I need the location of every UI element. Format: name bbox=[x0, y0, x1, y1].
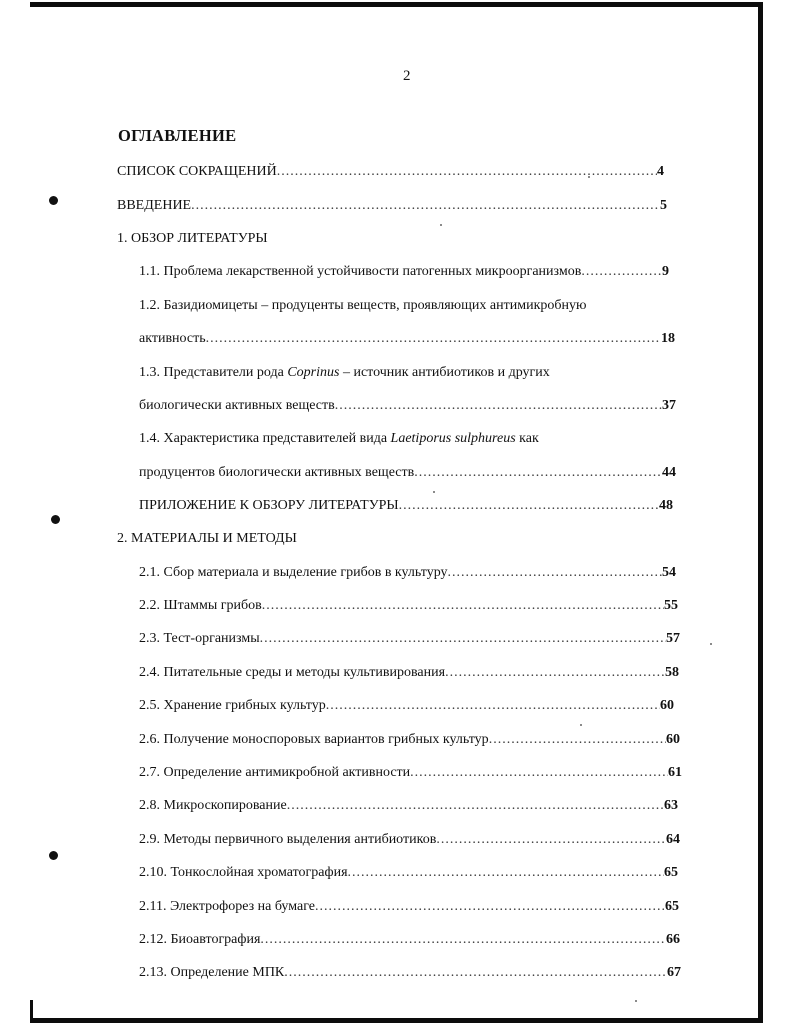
toc-entry-2-2[interactable] bbox=[139, 597, 678, 615]
toc-page-number: 58 bbox=[665, 665, 679, 680]
toc-entry-abbreviations[interactable] bbox=[117, 163, 664, 181]
toc-text-part: 1.3. Представители рода bbox=[139, 365, 288, 380]
toc-entry-2-9[interactable] bbox=[139, 831, 680, 849]
toc-page-number: 55 bbox=[664, 598, 678, 613]
toc-leader-dots bbox=[315, 898, 665, 916]
toc-entry-label: 2.3. Тест-организмы bbox=[139, 631, 260, 646]
toc-chapter-1[interactable]: 1. ОБЗОР ЛИТЕРАТУРЫ bbox=[117, 231, 268, 246]
hole-punch-mark bbox=[49, 196, 58, 205]
toc-entry-label: СПИСОК СОКРАЩЕНИЙ bbox=[117, 164, 277, 179]
toc-page-number: 54 bbox=[662, 565, 676, 580]
scan-speck bbox=[440, 224, 442, 226]
toc-entry-label: биологически активных веществ bbox=[139, 398, 335, 413]
toc-leader-dots bbox=[326, 697, 660, 715]
toc-entry-1-3-line1[interactable] bbox=[139, 364, 550, 382]
toc-leader-dots bbox=[260, 630, 666, 648]
toc-text-part: как bbox=[515, 431, 539, 446]
toc-entry-label: 2.13. Определение МПК bbox=[139, 965, 285, 980]
toc-leader-dots bbox=[191, 197, 660, 215]
toc-entry-1-2-line1[interactable]: 1.2. Базидиомицеты – продуценты веществ, проявляющих антимикробную bbox=[139, 298, 587, 313]
toc-entry-2-13[interactable] bbox=[139, 964, 681, 982]
toc-page-number: 9 bbox=[662, 264, 669, 279]
toc-entry-label: ПРИЛОЖЕНИЕ К ОБЗОРУ ЛИТЕРАТУРЫ bbox=[139, 498, 399, 513]
taxon-name: Laetiporus sulphureus bbox=[390, 431, 516, 446]
toc-entry-2-3[interactable] bbox=[139, 630, 680, 648]
toc-leader-dots bbox=[335, 397, 662, 415]
toc-leader-dots bbox=[348, 864, 664, 882]
toc-page-number: 37 bbox=[662, 398, 676, 413]
toc-entry-appendix[interactable] bbox=[139, 497, 673, 515]
toc-entry-2-5[interactable] bbox=[139, 697, 674, 715]
toc-page-number: 67 bbox=[667, 965, 681, 980]
toc-page-number: 4 bbox=[657, 164, 664, 179]
toc-leader-dots bbox=[399, 497, 659, 515]
toc-entry-1-4-line1[interactable] bbox=[139, 430, 539, 448]
toc-entry-label: 2.8. Микроскопирование bbox=[139, 798, 287, 813]
toc-page-number: 66 bbox=[666, 932, 680, 947]
toc-entry-2-4[interactable] bbox=[139, 664, 679, 682]
toc-entry-2-8[interactable] bbox=[139, 797, 678, 815]
toc-leader-dots bbox=[414, 464, 662, 482]
toc-text-part: – источник антибиотиков и других bbox=[339, 365, 550, 380]
hole-punch-mark bbox=[51, 515, 60, 524]
toc-chapter-2[interactable]: 2. МАТЕРИАЛЫ И МЕТОДЫ bbox=[117, 531, 297, 546]
toc-page-number: 57 bbox=[666, 631, 680, 646]
toc-entry-1-4[interactable] bbox=[139, 464, 676, 482]
toc-entry-2-12[interactable] bbox=[139, 931, 680, 949]
toc-entry-1-2[interactable] bbox=[139, 330, 675, 348]
toc-text-part: 1.4. Характеристика представителей вида bbox=[139, 431, 391, 446]
toc-page-number: 18 bbox=[661, 331, 675, 346]
toc-entry-2-11[interactable] bbox=[139, 898, 679, 916]
toc-page-number: 65 bbox=[665, 899, 679, 914]
toc-page-number: 5 bbox=[660, 198, 667, 213]
scan-border-corner bbox=[30, 1000, 33, 1022]
hole-punch-mark bbox=[49, 851, 58, 860]
toc-leader-dots bbox=[262, 597, 664, 615]
scan-border-right bbox=[758, 2, 763, 1022]
toc-page-number: 60 bbox=[666, 732, 680, 747]
toc-entry-label: активность bbox=[139, 331, 206, 346]
toc-page-number: 63 bbox=[664, 798, 678, 813]
toc-entry-label: 2.5. Хранение грибных культур bbox=[139, 698, 326, 713]
scan-speck bbox=[433, 491, 435, 493]
toc-entry-label: 2.11. Электрофорез на бумаге bbox=[139, 899, 315, 914]
toc-page-number: 48 bbox=[659, 498, 673, 513]
toc-leader-dots bbox=[277, 163, 657, 181]
toc-leader-dots bbox=[260, 931, 666, 949]
toc-page-number: 60 bbox=[660, 698, 674, 713]
toc-entry-introduction[interactable] bbox=[117, 197, 667, 215]
toc-entry-label: 2.1. Сбор материала и выделение грибов в культуру bbox=[139, 565, 448, 580]
toc-entry-label: 2.6. Получение моноспоровых вариантов грибных культур bbox=[139, 732, 489, 747]
toc-entry-2-10[interactable] bbox=[139, 864, 678, 882]
toc-page-number: 44 bbox=[662, 465, 676, 480]
toc-leader-dots bbox=[489, 731, 666, 749]
toc-leader-dots bbox=[436, 831, 666, 849]
toc-entry-label: ВВЕДЕНИЕ bbox=[117, 198, 192, 213]
toc-leader-dots bbox=[410, 764, 668, 782]
toc-entry-label: 2.9. Методы первичного выделения антибиотиков bbox=[139, 832, 437, 847]
scan-speck bbox=[580, 724, 582, 726]
toc-entry-label: 1.1. Проблема лекарственной устойчивости патогенных микроорганизмов bbox=[139, 264, 582, 279]
toc-entry-label: 2.12. Биоавтография bbox=[139, 932, 261, 947]
toc-entry-label: 2.4. Питательные среды и методы культивирования bbox=[139, 665, 446, 680]
taxon-name: Coprinus bbox=[287, 365, 340, 380]
scan-border-bottom bbox=[30, 1018, 763, 1023]
toc-page-number: 64 bbox=[666, 832, 680, 847]
page-title: ОГЛАВЛЕНИЕ bbox=[118, 126, 237, 145]
toc-entry-2-6[interactable] bbox=[139, 731, 680, 749]
toc-entry-2-1[interactable] bbox=[139, 564, 676, 582]
toc-entry-1-3[interactable] bbox=[139, 397, 676, 415]
toc-entry-1-1[interactable] bbox=[139, 263, 669, 281]
toc-entry-label: 2.7. Определение антимикробной активности bbox=[139, 765, 411, 780]
scan-border-top bbox=[30, 2, 763, 7]
scan-speck bbox=[635, 1000, 637, 1002]
toc-page-number: 61 bbox=[668, 765, 682, 780]
toc-entry-label: 2.2. Штаммы грибов bbox=[139, 598, 262, 613]
toc-entry-2-7[interactable] bbox=[139, 764, 682, 782]
page-number: 2 bbox=[403, 68, 411, 84]
toc-leader-dots bbox=[287, 797, 664, 815]
scan-speck bbox=[710, 643, 712, 645]
toc-entry-label: 2.10. Тонкослойная хроматография bbox=[139, 865, 348, 880]
toc-leader-dots bbox=[445, 664, 665, 682]
toc-leader-dots bbox=[581, 263, 662, 281]
toc-leader-dots bbox=[448, 564, 662, 582]
toc-leader-dots bbox=[206, 330, 661, 348]
toc-page-number: 65 bbox=[664, 865, 678, 880]
toc-leader-dots bbox=[284, 964, 667, 982]
toc-entry-label: продуцентов биологически активных веществ bbox=[139, 465, 415, 480]
